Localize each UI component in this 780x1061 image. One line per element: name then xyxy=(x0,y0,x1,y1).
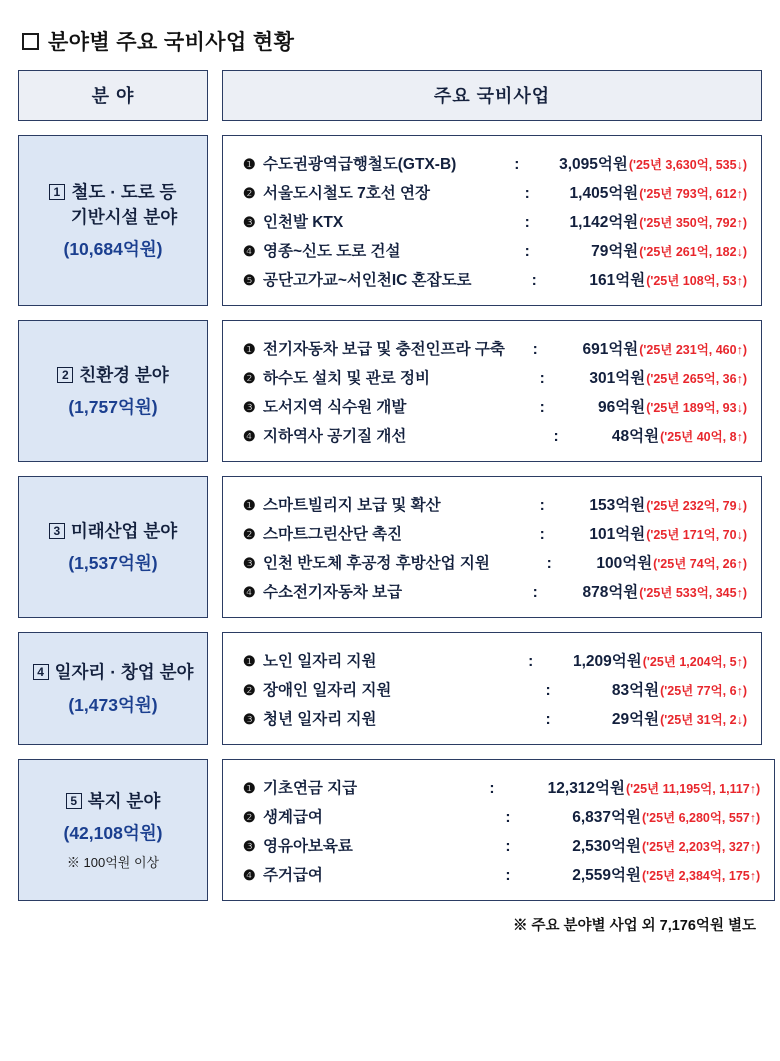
list-item xyxy=(243,391,747,420)
item-colon: : xyxy=(539,525,545,543)
category-name-1 xyxy=(49,180,177,231)
item-colon: : xyxy=(545,681,551,699)
list-item xyxy=(243,801,760,830)
category-index-1: 1 xyxy=(49,184,65,200)
item-prev-year: ('25년 232억, 79↓) xyxy=(646,498,747,513)
category-cell-wrap-4 xyxy=(18,632,208,745)
item-amount: 153억원 xyxy=(589,496,646,514)
item-amount: 1,142억원 xyxy=(569,213,639,231)
item-name: 지하역사 공기질 개선 xyxy=(263,427,407,445)
category-name-4 xyxy=(33,660,194,685)
category-index-5: 5 xyxy=(66,793,82,809)
item-prev-year: ('25년 40억, 8↑) xyxy=(660,429,747,444)
list-item xyxy=(243,333,747,362)
item-name: 수도권광역급행철도(GTX-B) xyxy=(263,155,457,173)
table-row xyxy=(18,632,762,745)
bullet-icon: ❶ xyxy=(243,652,256,669)
category-index-3: 3 xyxy=(49,523,65,539)
item-name: 스마트빌리지 보급 및 확산 xyxy=(263,496,441,514)
list-item xyxy=(243,859,760,888)
item-colon: : xyxy=(528,652,534,670)
category-index-4: 4 xyxy=(33,664,49,680)
header-category-label: 분 야 xyxy=(18,70,208,121)
list-item xyxy=(243,420,747,449)
category-name-3 xyxy=(49,519,177,544)
bullet-icon: ❸ xyxy=(243,398,256,415)
item-name: 도서지역 식수원 개발 xyxy=(263,398,407,416)
list-item xyxy=(243,518,747,547)
item-name: 인천 반도체 후공정 후방산업 지원 xyxy=(263,554,490,572)
item-prev-year: ('25년 6,280억, 557↑) xyxy=(641,810,761,825)
item-colon: : xyxy=(531,271,537,289)
item-prev-year: ('25년 261억, 182↓) xyxy=(639,244,747,259)
category-amount-1: (10,684억원) xyxy=(63,239,163,260)
item-amount: 100억원 xyxy=(596,554,653,572)
list-item xyxy=(243,830,760,859)
category-label-2: 친환경 분야 xyxy=(79,364,169,385)
bullet-icon: ❸ xyxy=(243,837,256,854)
items-cell-wrap-2 xyxy=(222,320,762,462)
item-amount: 96억원 xyxy=(598,398,646,416)
table-row xyxy=(18,759,762,901)
category-amount-3: (1,537억원) xyxy=(68,553,158,574)
item-colon: : xyxy=(553,427,559,445)
bullet-icon: ❷ xyxy=(243,525,256,542)
item-prev-year: ('25년 2,384억, 175↑) xyxy=(641,868,761,883)
item-colon: : xyxy=(524,213,530,231)
header-left-cell xyxy=(18,70,208,121)
list-item xyxy=(243,235,747,264)
item-prev-year: ('25년 11,195억, 1,117↑) xyxy=(626,781,761,796)
list-item xyxy=(243,362,747,391)
item-name: 영유아보육료 xyxy=(263,837,353,855)
item-name: 공단고가교~서인천IC 혼잡도로 xyxy=(263,271,472,289)
item-colon: : xyxy=(505,866,511,884)
table-row xyxy=(18,476,762,618)
bullet-icon: ❷ xyxy=(243,681,256,698)
bullet-icon: ❶ xyxy=(243,340,256,357)
items-cell-5 xyxy=(222,759,775,901)
category-cell-wrap-5 xyxy=(18,759,208,901)
items-cell-3 xyxy=(222,476,762,618)
item-prev-year: ('25년 1,204억, 5↑) xyxy=(642,654,747,669)
list-item xyxy=(243,772,760,801)
item-amount: 101억원 xyxy=(589,525,646,543)
item-prev-year: ('25년 2,203억, 327↑) xyxy=(641,839,761,854)
bullet-icon: ❷ xyxy=(243,184,256,201)
item-colon: : xyxy=(532,340,538,358)
item-prev-year: ('25년 77억, 6↑) xyxy=(660,683,747,698)
item-colon: : xyxy=(524,184,530,202)
item-amount: 29억원 xyxy=(611,710,660,728)
item-name: 인천발 KTX xyxy=(263,213,344,231)
list-item xyxy=(243,674,747,703)
table-header-row xyxy=(18,70,762,121)
item-amount: 2,559억원 xyxy=(572,866,641,884)
item-name: 영종~신도 도로 건설 xyxy=(263,242,401,260)
item-name: 주거급여 xyxy=(263,866,323,884)
category-note-5: ※ 100억원 이상 xyxy=(66,855,160,871)
item-colon: : xyxy=(546,554,552,572)
items-cell-wrap-3 xyxy=(222,476,762,618)
item-colon: : xyxy=(489,779,495,797)
items-cell-2 xyxy=(222,320,762,462)
item-colon: : xyxy=(539,496,545,514)
category-cell-wrap-3 xyxy=(18,476,208,618)
item-name: 생계급여 xyxy=(263,808,323,826)
item-name: 하수도 설치 및 관로 정비 xyxy=(263,369,430,387)
bullet-icon: ❷ xyxy=(243,369,256,386)
table xyxy=(18,70,762,901)
category-index-2: 2 xyxy=(57,367,73,383)
item-colon: : xyxy=(539,369,545,387)
items-cell-wrap-4 xyxy=(222,632,762,745)
bullet-icon: ❹ xyxy=(243,242,256,259)
category-cell-3 xyxy=(18,476,208,618)
item-colon: : xyxy=(505,808,511,826)
items-cell-1 xyxy=(222,135,762,306)
category-cell-5 xyxy=(18,759,208,901)
list-item xyxy=(243,576,747,605)
item-prev-year: ('25년 3,630억, 535↓) xyxy=(628,157,747,172)
item-colon: : xyxy=(524,242,530,260)
category-name-2 xyxy=(57,363,168,388)
item-name: 서울도시철도 7호선 연장 xyxy=(263,184,430,202)
list-item xyxy=(243,547,747,576)
item-amount: 161억원 xyxy=(589,271,646,289)
items-cell-wrap-1 xyxy=(222,135,762,306)
bullet-icon: ❸ xyxy=(243,213,256,230)
item-amount: 2,530억원 xyxy=(572,837,641,855)
item-prev-year: ('25년 74억, 26↑) xyxy=(653,556,747,571)
bullet-icon: ❸ xyxy=(243,710,256,727)
page-title-text: 분야별 주요 국비사업 현황 xyxy=(48,31,295,54)
item-prev-year: ('25년 189억, 93↓) xyxy=(646,400,747,415)
category-cell-1 xyxy=(18,135,208,306)
category-label-1: 철도 · 도로 등 기반시설 분야 xyxy=(70,181,178,227)
bullet-icon: ❷ xyxy=(243,808,256,825)
list-item xyxy=(243,703,747,732)
list-item xyxy=(243,177,747,206)
list-item xyxy=(243,645,747,674)
header-projects-label: 주요 국비사업 xyxy=(222,70,762,121)
items-cell-4 xyxy=(222,632,762,745)
item-prev-year: ('25년 31억, 2↓) xyxy=(660,712,747,727)
item-name: 노인 일자리 지원 xyxy=(263,652,377,670)
item-amount: 878억원 xyxy=(582,583,639,601)
bullet-icon: ❺ xyxy=(243,271,256,288)
category-amount-5: (42,108억원) xyxy=(63,823,163,844)
item-amount: 6,837억원 xyxy=(572,808,641,826)
item-amount: 12,312억원 xyxy=(547,779,625,797)
item-colon: : xyxy=(532,583,538,601)
bullet-icon: ❶ xyxy=(243,779,256,796)
item-prev-year: ('25년 793억, 612↑) xyxy=(639,186,747,201)
bullet-icon: ❹ xyxy=(243,866,256,883)
category-label-4: 일자리 · 창업 분야 xyxy=(54,662,194,683)
list-item xyxy=(243,264,747,293)
item-name: 수소전기자동차 보급 xyxy=(263,583,403,601)
footnote: ※ 주요 분야별 사업 외 7,176억원 별도 xyxy=(512,918,756,934)
category-label-3: 미래산업 분야 xyxy=(70,520,178,541)
table-row xyxy=(18,135,762,306)
bullet-icon: ❶ xyxy=(243,155,256,172)
category-label-5: 복지 분야 xyxy=(87,790,161,811)
list-item xyxy=(243,489,747,518)
item-colon: : xyxy=(514,155,520,173)
bullet-icon: ❹ xyxy=(243,427,256,444)
list-item xyxy=(243,148,747,177)
table-row xyxy=(18,320,762,462)
item-name: 스마트그린산단 촉진 xyxy=(263,525,403,543)
item-prev-year: ('25년 265억, 36↑) xyxy=(646,371,747,386)
category-cell-4 xyxy=(18,632,208,745)
item-amount: 3,095억원 xyxy=(559,155,628,173)
item-amount: 83억원 xyxy=(611,681,660,699)
item-name: 장애인 일자리 지원 xyxy=(263,681,392,699)
item-name: 청년 일자리 지원 xyxy=(263,710,377,728)
checkbox-icon xyxy=(22,33,39,50)
bullet-icon: ❹ xyxy=(243,583,256,600)
item-prev-year: ('25년 108억, 53↑) xyxy=(646,273,747,288)
item-colon: : xyxy=(505,837,511,855)
item-amount: 301억원 xyxy=(589,369,646,387)
bullet-icon: ❸ xyxy=(243,554,256,571)
item-amount: 79억원 xyxy=(591,242,639,260)
category-amount-4: (1,473억원) xyxy=(68,694,158,715)
item-prev-year: ('25년 350억, 792↑) xyxy=(639,215,747,230)
category-amount-2: (1,757억원) xyxy=(68,397,158,418)
item-name: 기초연금 지급 xyxy=(263,779,358,797)
header-right-cell xyxy=(222,70,762,121)
bullet-icon: ❶ xyxy=(243,496,256,513)
items-cell-wrap-5 xyxy=(222,759,775,901)
item-amount: 1,405억원 xyxy=(569,184,639,202)
item-amount: 48억원 xyxy=(611,427,660,445)
item-prev-year: ('25년 231억, 460↑) xyxy=(639,342,747,357)
page-title xyxy=(22,26,762,56)
item-prev-year: ('25년 533억, 345↑) xyxy=(639,585,747,600)
category-cell-wrap-2 xyxy=(18,320,208,462)
item-colon: : xyxy=(545,710,551,728)
item-amount: 691억원 xyxy=(582,340,639,358)
category-name-5 xyxy=(66,789,160,814)
item-name: 전기자동차 보급 및 충전인프라 구축 xyxy=(263,340,505,358)
item-amount: 1,209억원 xyxy=(573,652,642,670)
item-colon: : xyxy=(539,398,545,416)
category-cell-2 xyxy=(18,320,208,462)
item-prev-year: ('25년 171억, 70↓) xyxy=(646,527,747,542)
list-item xyxy=(243,206,747,235)
category-cell-wrap-1 xyxy=(18,135,208,306)
